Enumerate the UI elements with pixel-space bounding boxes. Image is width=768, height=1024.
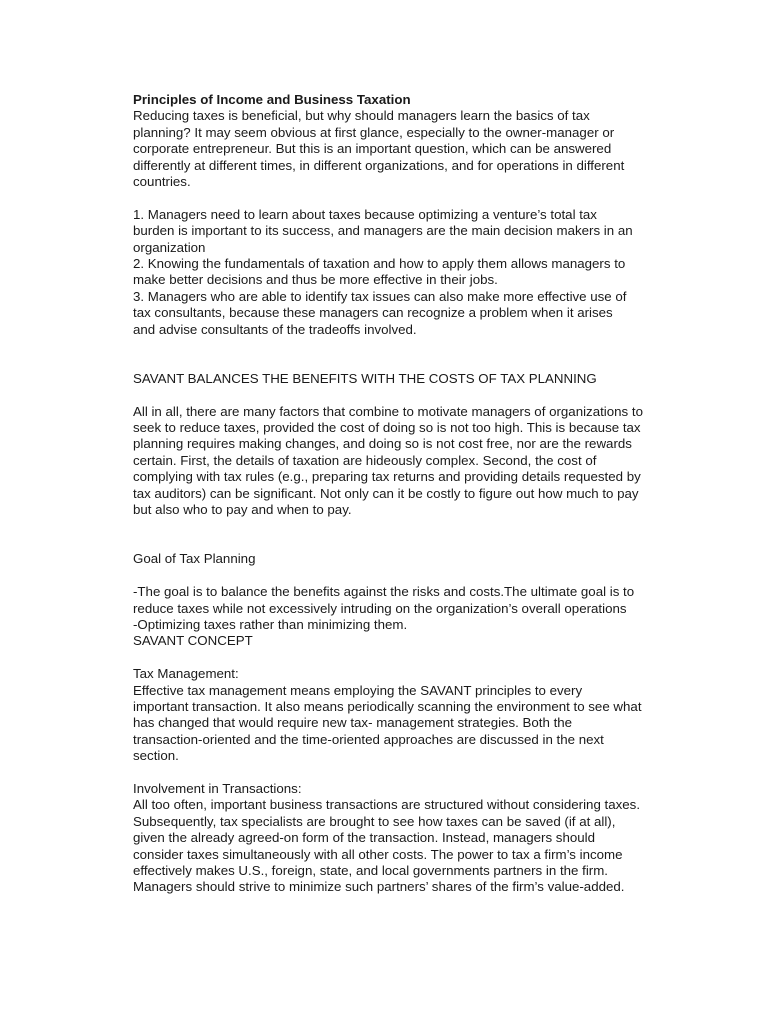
tax-management-line: transaction-oriented and the time-oriented approaches are discussed in the next [133, 731, 604, 747]
reason-line: burden is important to its success, and managers are the main decision makers in an [133, 223, 633, 239]
savant-line: tax auditors) can be significant. Not only can it be costly to figure out how much to pay [133, 485, 639, 501]
intro-line: corporate entrepreneur. But this is an important question, which can be answered [133, 141, 612, 157]
savant-line: planning requires making changes, and doing so is not cost free, nor are the rewards [133, 436, 632, 452]
tax-management-line: has changed that would require new tax- management strategies. Both the [133, 715, 573, 731]
reason-line: organization [133, 239, 206, 255]
tax-management-line: section. [133, 748, 179, 764]
reason-line: make better decisions and thus be more effective in their jobs. [133, 272, 498, 288]
savant-line: All in all, there are many factors that combine to motivate managers of organizations to [133, 403, 643, 419]
tax-management-line: important transaction. It also means periodically scanning the environment to see what [133, 698, 642, 714]
reason-line: and advise consultants of the tradeoffs involved. [133, 321, 417, 337]
goal-line: -Optimizing taxes rather than minimizing them. [133, 616, 408, 632]
intro-line: Reducing taxes is beneficial, but why should managers learn the basics of tax [133, 108, 590, 124]
involvement-line: All too often, important business transactions are structured without considering taxes. [133, 797, 641, 813]
intro-line: differently at different times, in different organizations, and for operations in different [133, 157, 625, 173]
goal-line: -The goal is to balance the benefits against the risks and costs.The ultimate goal is to [133, 584, 635, 600]
concept-heading: SAVANT CONCEPT [133, 633, 253, 649]
reason-line: tax consultants, because these managers can recognize a problem when it arises [133, 305, 613, 321]
involvement-line: effectively makes U.S., foreign, state, and local governments partners in the firm. [133, 862, 608, 878]
tax-management-heading: Tax Management: [133, 666, 239, 682]
savant-line: certain. First, the details of taxation are hideously complex. Second, the cost of [133, 452, 597, 468]
intro-line: countries. [133, 174, 191, 190]
goal-list [133, 584, 673, 633]
intro-paragraph [133, 108, 673, 190]
savant-heading: SAVANT BALANCES THE BENEFITS WITH THE COSTS OF TAX PLANNING [133, 370, 597, 386]
involvement-paragraph [133, 797, 673, 895]
savant-line: but also who to pay and when to pay. [133, 502, 352, 518]
savant-paragraph [133, 404, 673, 519]
intro-line: planning? It may seem obvious at first glance, especially to the owner-manager or [133, 124, 615, 140]
involvement-line: Managers should strive to minimize such partners’ shares of the firm’s value-added. [133, 879, 625, 895]
reason-line: 2. Knowing the fundamentals of taxation and how to apply them allows managers to [133, 256, 626, 272]
savant-line: complying with tax rules (e.g., preparing tax returns and providing details requested by [133, 469, 641, 485]
reason-line: 3. Managers who are able to identify tax issues can also make more effective use of [133, 288, 627, 304]
tax-management-paragraph [133, 683, 673, 765]
involvement-line: Subsequently, tax specialists are brought to see how taxes can be saved (if at all), [133, 813, 616, 829]
reasons-list [133, 207, 673, 338]
savant-line: seek to reduce taxes, provided the cost of doing so is not too high. This is because tax [133, 420, 641, 436]
tax-management-line: Effective tax management means employing the SAVANT principles to every [133, 682, 583, 698]
involvement-heading: Involvement in Transactions: [133, 780, 302, 796]
goal-line: reduce taxes while not excessively intruding on the organization’s overall operations [133, 600, 627, 616]
reason-line: 1. Managers need to learn about taxes because optimizing a venture’s total tax [133, 206, 597, 222]
involvement-line: given the already agreed-on form of the transaction. Instead, managers should [133, 830, 595, 846]
document-title: Principles of Income and Business Taxation [133, 92, 411, 107]
involvement-line: consider taxes simultaneously with all other costs. The power to tax a firm’s income [133, 846, 623, 862]
goal-heading: Goal of Tax Planning [133, 551, 256, 567]
document-page [133, 92, 673, 896]
